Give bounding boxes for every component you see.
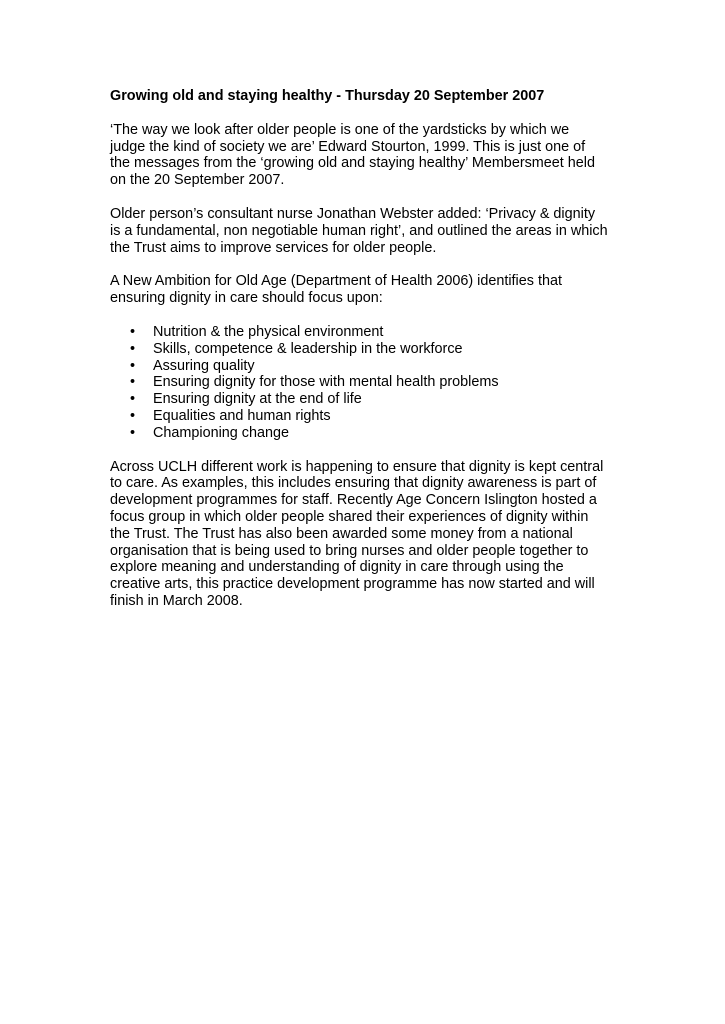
paragraph-line: focus group in which older people shared their experiences of dignity within — [110, 508, 589, 525]
paragraph-line: the messages from the ‘growing old and staying healthy’ Membersmeet held — [110, 155, 596, 172]
paragraph-line: ensuring dignity in care should focus upon: — [110, 290, 383, 307]
list-item — [110, 408, 630, 425]
list-item — [110, 391, 630, 408]
bullet-icon: • — [130, 391, 136, 408]
list-item-text: Equalities and human rights — [153, 407, 331, 424]
list-item — [110, 341, 630, 358]
paragraph-line: the Trust aims to improve services for older people. — [110, 239, 437, 256]
paragraph-line: on the 20 September 2007. — [110, 172, 285, 189]
paragraph-uclh — [110, 459, 630, 610]
list-item — [110, 425, 630, 442]
paragraph-line: creative arts, this practice development programme has now started and will — [110, 576, 595, 593]
paragraph-line: explore meaning and understanding of dignity in care through using the — [110, 559, 564, 576]
paragraph-line: is a fundamental, non negotiable human right’, and outlined the areas in which — [110, 222, 608, 239]
paragraph-nurse — [110, 206, 630, 256]
list-item-text: Championing change — [153, 424, 290, 441]
paragraph-line: Older person’s consultant nurse Jonathan Webster added: ‘Privacy & dignity — [110, 205, 596, 222]
bullet-icon: • — [130, 323, 136, 340]
bullet-icon: • — [130, 357, 136, 374]
paragraph-line: to care. As examples, this includes ensuring that dignity awareness is part of — [110, 475, 597, 492]
bullet-icon: • — [130, 407, 136, 424]
list-item-text: Ensuring dignity at the end of life — [153, 391, 362, 408]
focus-list — [110, 324, 630, 442]
paragraph-line: the Trust. The Trust has also been awarded some money from a national — [110, 525, 573, 542]
paragraph-line: judge the kind of society we are’ Edward Stourton, 1999. This is just one of — [110, 138, 586, 155]
bullet-icon: • — [130, 424, 136, 441]
bullet-icon: • — [130, 374, 136, 391]
list-item-text: Assuring quality — [153, 357, 255, 374]
paragraph-line: ‘The way we look after older people is one of the yardsticks by which we — [110, 121, 570, 138]
paragraph-line: development programmes for staff. Recently Age Concern Islington hosted a — [110, 492, 597, 509]
list-item-text: Skills, competence & leadership in the workforce — [153, 340, 463, 357]
paragraph-line: finish in March 2008. — [110, 592, 243, 609]
paragraph-line: Across UCLH different work is happening to ensure that dignity is kept central — [110, 458, 604, 475]
list-item — [110, 324, 630, 341]
paragraph-quote — [110, 122, 630, 189]
paragraph-line: organisation that is being used to bring nurses and older people together to — [110, 542, 589, 559]
document-title: Growing old and staying healthy - Thursday 20 September 2007 — [110, 88, 545, 104]
list-item-text: Ensuring dignity for those with mental health problems — [153, 374, 499, 391]
bullet-icon: • — [130, 340, 136, 357]
list-item — [110, 374, 630, 391]
document-page — [110, 88, 630, 627]
list-item-text: Nutrition & the physical environment — [153, 323, 384, 340]
paragraph-ambition — [110, 273, 630, 307]
list-item — [110, 358, 630, 375]
paragraph-line: A New Ambition for Old Age (Department of Health 2006) identifies that — [110, 273, 562, 290]
